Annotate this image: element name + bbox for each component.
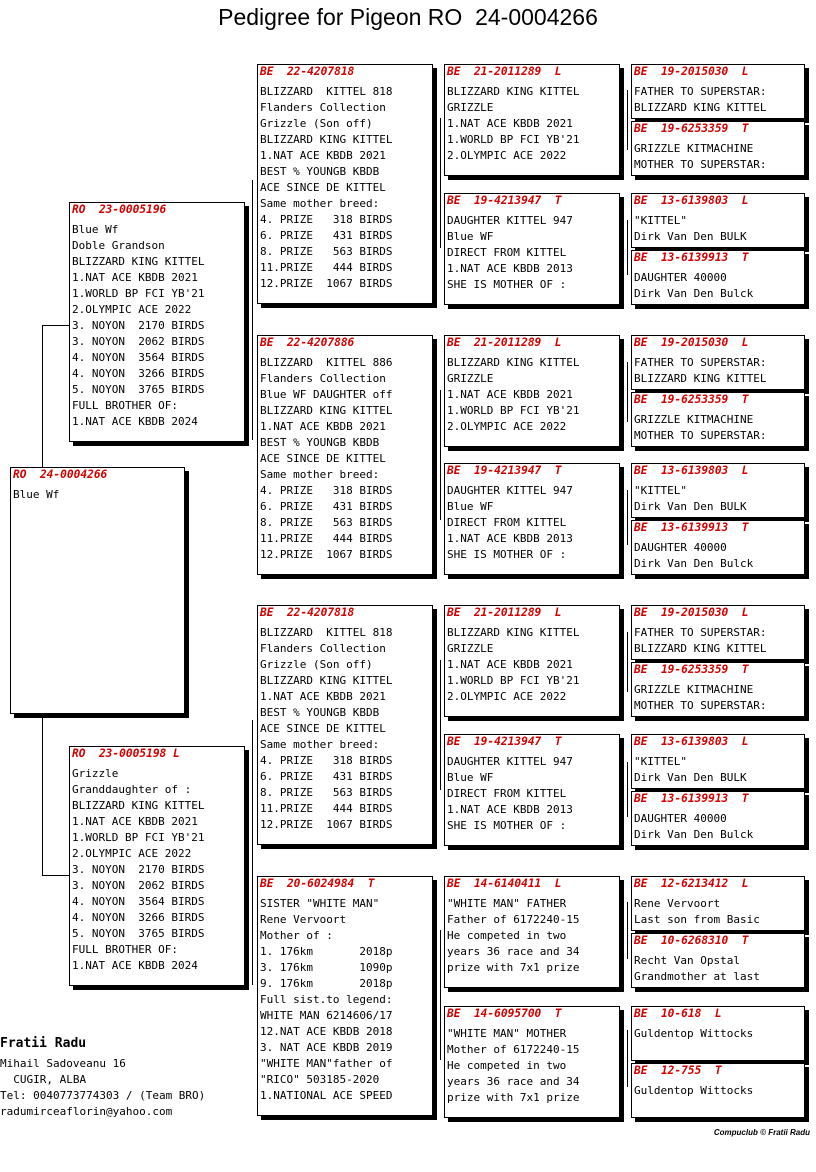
pedigree-line: DAUGHTER 40000 <box>634 812 727 825</box>
great-grandparent-card <box>444 876 620 988</box>
pedigree-line: BLIZZARD KITTEL 886 <box>260 356 393 369</box>
pedigree-line: 1.NAT ACE KBDB 2021 <box>447 388 573 401</box>
connector-line <box>42 325 70 326</box>
great-grandparent-card <box>444 335 620 447</box>
pedigree-line: 3. NOYON 2170 BIRDS <box>72 863 205 876</box>
pedigree-line: 1.NAT ACE KBDB 2021 <box>260 690 386 703</box>
pedigree-line: SHE IS MOTHER OF : <box>447 278 567 291</box>
ring-number: BE 14-6095700 T <box>447 1007 562 1020</box>
pedigree-line: prize with 7x1 prize <box>447 1091 580 1104</box>
pedigree-line: He competed in two <box>447 929 567 942</box>
pedigree-line: GRIZZLE KITMACHINE <box>634 413 754 426</box>
pedigree-line: 1.NAT ACE KBDB 2024 <box>72 415 198 428</box>
ring-number: BE 20-6024984 T <box>260 877 375 890</box>
pedigree-line: 1. 176km 2018p <box>260 945 393 958</box>
connector-line <box>42 325 43 470</box>
pedigree-line: 4. NOYON 3266 BIRDS <box>72 911 205 924</box>
pedigree-line: "KITTEL" <box>634 755 687 768</box>
pedigree-line: Mother of 6172240-15 <box>447 1043 580 1056</box>
pedigree-line: FULL BROTHER OF: <box>72 943 178 956</box>
pedigree-line: MOTHER TO SUPERSTAR: <box>634 429 767 442</box>
pedigree-line: Blue WF <box>447 230 494 243</box>
breeder-contact <box>0 1036 205 1120</box>
ring-number: BE 13-6139803 L <box>634 464 749 477</box>
pedigree-line: ACE SINCE DE KITTEL <box>260 722 386 735</box>
subject-line: Blue Wf <box>13 488 60 501</box>
connector-line <box>440 118 441 248</box>
ggg-card <box>631 463 805 518</box>
pedigree-line: Dirk Van Den BULK <box>634 500 747 513</box>
pedigree-line: 11.PRIZE 444 BIRDS <box>260 532 393 545</box>
pedigree-line: Same mother breed: <box>260 197 380 210</box>
connector-line <box>627 1030 628 1087</box>
subject-card <box>10 467 185 714</box>
ring-number: BE 13-6139803 L <box>634 194 749 207</box>
ggg-card <box>631 250 805 305</box>
connector-line <box>440 660 441 790</box>
pedigree-line: 1.NATIONAL ACE SPEED <box>260 1089 393 1102</box>
pedigree-line: 1.WORLD BP FCI YB'21 <box>447 133 580 146</box>
pedigree-line: GRIZZLE <box>447 372 494 385</box>
pedigree-line: 1.WORLD BP FCI YB'21 <box>447 404 580 417</box>
pedigree-line: ACE SINCE DE KITTEL <box>260 452 386 465</box>
pedigree-line: Doble Grandson <box>72 239 165 252</box>
pedigree-line: years 36 race and 34 <box>447 1075 580 1088</box>
page-title: Pedigree for Pigeon RO 24-0004266 <box>218 4 598 30</box>
pedigree-line: 1.NAT ACE KBDB 2021 <box>447 658 573 671</box>
pedigree-line: FATHER TO SUPERSTAR: <box>634 85 767 98</box>
pedigree-line: BLIZZARD KING KITTEL <box>260 133 393 146</box>
ring-number: BE 13-6139913 T <box>634 521 749 534</box>
ring-number: RO 23-0005198 L <box>72 747 180 760</box>
pedigree-line: SHE IS MOTHER OF : <box>447 819 567 832</box>
ring-number: BE 14-6140411 L <box>447 877 562 890</box>
pedigree-line: Grandmother at last <box>634 970 760 983</box>
pedigree-line: "WHITE MAN" MOTHER <box>447 1027 567 1040</box>
pedigree-line: 4. NOYON 3564 BIRDS <box>72 895 205 908</box>
ring-number: BE 19-6253359 T <box>634 663 749 676</box>
pedigree-line: Same mother breed: <box>260 468 380 481</box>
great-grandparent-card <box>444 605 620 717</box>
sire-card <box>69 202 245 442</box>
pedigree-line: Dirk Van Den Bulck <box>634 557 754 570</box>
ring-number: BE 13-6139913 T <box>634 792 749 805</box>
breeder-name: Fratii Radu <box>0 1036 87 1051</box>
ring-number: BE 10-6268310 T <box>634 934 749 947</box>
connector-line <box>627 220 628 275</box>
ggg-card <box>631 876 805 931</box>
ggg-card <box>631 1063 805 1118</box>
pedigree-line: BLIZZARD KING KITTEL <box>447 356 580 369</box>
great-grandparent-card <box>444 64 620 176</box>
pedigree-line: Father of 6172240-15 <box>447 913 580 926</box>
pedigree-line: 8. PRIZE 563 BIRDS <box>260 516 393 529</box>
pedigree-line: 6. PRIZE 431 BIRDS <box>260 500 393 513</box>
pedigree-line: DAUGHTER KITTEL 947 <box>447 214 573 227</box>
pedigree-line: 8. PRIZE 563 BIRDS <box>260 786 393 799</box>
pedigree-line: 3. NAT ACE KBDB 2019 <box>260 1041 393 1054</box>
pedigree-line: DIRECT FROM KITTEL <box>447 787 567 800</box>
great-grandparent-card <box>444 463 620 575</box>
address-line: CUGIR, ALBA <box>0 1073 87 1086</box>
ring-number: BE 19-4213947 T <box>447 735 562 748</box>
pedigree-line: prize with 7x1 prize <box>447 961 580 974</box>
pedigree-line: Blue WF <box>447 500 494 513</box>
pedigree-line: BLIZZARD KING KITTEL <box>260 404 393 417</box>
connector-line <box>42 713 43 875</box>
ggg-card <box>631 791 805 846</box>
pedigree-line: 2.OLYMPIC ACE 2022 <box>72 847 192 860</box>
pedigree-line: 9. 176km 2018p <box>260 977 393 990</box>
pedigree-line: 1.NAT ACE KBDB 2024 <box>72 959 198 972</box>
pedigree-line: 11.PRIZE 444 BIRDS <box>260 261 393 274</box>
ring-number: BE 19-2015030 L <box>634 65 749 78</box>
pedigree-line: BLIZZARD KING KITTEL <box>72 799 205 812</box>
ggg-card <box>631 933 805 988</box>
email-address: radumirceaflorin@yahoo.com <box>0 1105 173 1118</box>
ring-number: BE 22-4207818 <box>260 606 355 619</box>
ring-number: BE 12-6213412 L <box>634 877 749 890</box>
pedigree-line: "KITTEL" <box>634 484 687 497</box>
ring-number: BE 22-4207818 <box>260 65 355 78</box>
pedigree-line: Dirk Van Den Bulck <box>634 287 754 300</box>
pedigree-line: Granddaughter of : <box>72 783 192 796</box>
ring-number: BE 21-2011289 L <box>447 606 562 619</box>
great-grandparent-card <box>444 193 620 305</box>
pedigree-line: 1.NAT ACE KBDB 2021 <box>260 149 386 162</box>
ring-number: BE 19-2015030 L <box>634 606 749 619</box>
pedigree-line: BLIZZARD KING KITTEL <box>634 642 767 655</box>
pedigree-line: BLIZZARD KING KITTEL <box>72 255 205 268</box>
pedigree-line: 4. PRIZE 318 BIRDS <box>260 484 393 497</box>
pedigree-line: "KITTEL" <box>634 214 687 227</box>
connector-line <box>627 90 628 150</box>
pedigree-line: Grizzle (Son off) <box>260 658 373 671</box>
pedigree-line: BLIZZARD KING KITTEL <box>447 626 580 639</box>
pedigree-line: 3. NOYON 2062 BIRDS <box>72 879 205 892</box>
pedigree-line: 6. PRIZE 431 BIRDS <box>260 229 393 242</box>
pedigree-line: Last son from Basic <box>634 913 760 926</box>
ggg-card <box>631 392 805 447</box>
pedigree-line: Full sist.to legend: <box>260 993 393 1006</box>
pedigree-line: 12.PRIZE 1067 BIRDS <box>260 818 393 831</box>
connector-line <box>42 875 70 876</box>
ring-number: BE 10-618 L <box>634 1007 722 1020</box>
pedigree-line: 11.PRIZE 444 BIRDS <box>260 802 393 815</box>
pedigree-line: Blue WF <box>447 771 494 784</box>
pedigree-line: 1.NAT ACE KBDB 2013 <box>447 262 573 275</box>
ring-number: BE 21-2011289 L <box>447 65 562 78</box>
ring-number: BE 13-6139913 T <box>634 251 749 264</box>
pedigree-line: 1.NAT ACE KBDB 2013 <box>447 803 573 816</box>
pedigree-line: 1.NAT ACE KBDB 2021 <box>72 271 198 284</box>
pedigree-line: DAUGHTER KITTEL 947 <box>447 755 573 768</box>
pedigree-line: DAUGHTER 40000 <box>634 271 727 284</box>
ring-number: BE 19-6253359 T <box>634 393 749 406</box>
grandparent-card <box>257 335 433 575</box>
pedigree-line: FULL BROTHER OF: <box>72 399 178 412</box>
pedigree-line: Dirk Van Den Bulck <box>634 828 754 841</box>
pedigree-line: BLIZZARD KING KITTEL <box>634 101 767 114</box>
pedigree-line: SHE IS MOTHER OF : <box>447 548 567 561</box>
address-line: Mihail Sadoveanu 16 <box>0 1057 126 1070</box>
connector-line <box>627 902 628 959</box>
pedigree-line: 1.NAT ACE KBDB 2021 <box>72 815 198 828</box>
pedigree-line: BLIZZARD KITTEL 818 <box>260 626 393 639</box>
ggg-card <box>631 605 805 660</box>
pedigree-line: DIRECT FROM KITTEL <box>447 516 567 529</box>
pedigree-line: 4. PRIZE 318 BIRDS <box>260 754 393 767</box>
connector-line <box>252 180 253 440</box>
connector-line <box>627 490 628 545</box>
pedigree-line: 12.PRIZE 1067 BIRDS <box>260 277 393 290</box>
pedigree-line: 1.NAT ACE KBDB 2021 <box>260 420 386 433</box>
pedigree-line: GRIZZLE KITMACHINE <box>634 142 754 155</box>
pedigree-line: Flanders Collection <box>260 642 386 655</box>
pedigree-line: Guldentop Wittocks <box>634 1084 754 1097</box>
pedigree-line: Blue WF DAUGHTER off <box>260 388 393 401</box>
ring-number: BE 19-4213947 T <box>447 464 562 477</box>
great-grandparent-card <box>444 734 620 846</box>
pedigree-line: DAUGHTER KITTEL 947 <box>447 484 573 497</box>
dam-card <box>69 746 245 986</box>
pedigree-line: 2.OLYMPIC ACE 2022 <box>447 420 567 433</box>
phone-number: Tel: 0040773774303 / (Team BRO) <box>0 1089 206 1102</box>
pedigree-line: 5. NOYON 3765 BIRDS <box>72 927 205 940</box>
connector-line <box>252 720 253 985</box>
pedigree-line: 12.NAT ACE KBDB 2018 <box>260 1025 393 1038</box>
pedigree-line: Guldentop Wittocks <box>634 1027 754 1040</box>
ring-number: BE 22-4207886 <box>260 336 355 349</box>
pedigree-line: 4. PRIZE 318 BIRDS <box>260 213 393 226</box>
pedigree-line: Same mother breed: <box>260 738 380 751</box>
ring-number: BE 19-6253359 T <box>634 122 749 135</box>
pedigree-line: "RICO" 503185-2020 <box>260 1073 380 1086</box>
pedigree-line: BLIZZARD KING KITTEL <box>447 85 580 98</box>
pedigree-line: 5. NOYON 3765 BIRDS <box>72 383 205 396</box>
ggg-card <box>631 520 805 575</box>
pedigree-line: 8. PRIZE 563 BIRDS <box>260 245 393 258</box>
ggg-card <box>631 193 805 248</box>
grandparent-card <box>257 605 433 845</box>
pedigree-line: Recht Van Opstal <box>634 954 740 967</box>
pedigree-line: BLIZZARD KITTEL 818 <box>260 85 393 98</box>
connector-line <box>627 762 628 817</box>
pedigree-line: ACE SINCE DE KITTEL <box>260 181 386 194</box>
ggg-card <box>631 121 805 176</box>
pedigree-line: BLIZZARD KING KITTEL <box>634 372 767 385</box>
ring-number: RO 24-0004266 <box>13 468 108 481</box>
pedigree-line: FATHER TO SUPERSTAR: <box>634 626 767 639</box>
connector-line <box>627 362 628 422</box>
ring-number: RO 23-0005196 <box>72 203 167 216</box>
pedigree-line: BEST % YOUNGB KBDB <box>260 165 380 178</box>
ring-number: BE 19-2015030 L <box>634 336 749 349</box>
pedigree-line: Blue Wf <box>72 223 119 236</box>
pedigree-line: 3. NOYON 2062 BIRDS <box>72 335 205 348</box>
pedigree-line: Mother of : <box>260 929 333 942</box>
pedigree-line: 1.WORLD BP FCI YB'21 <box>72 287 205 300</box>
credit-text: Compuclub © Fratii Radu <box>713 1128 810 1137</box>
pedigree-line: BLIZZARD KING KITTEL <box>260 674 393 687</box>
grandparent-card <box>257 64 433 304</box>
pedigree-line: MOTHER TO SUPERSTAR: <box>634 699 767 712</box>
pedigree-line: 2.OLYMPIC ACE 2022 <box>447 149 567 162</box>
pedigree-line: DIRECT FROM KITTEL <box>447 246 567 259</box>
pedigree-line: Rene Vervoort <box>260 913 347 926</box>
pedigree-line: 2.OLYMPIC ACE 2022 <box>447 690 567 703</box>
ring-number: BE 21-2011289 L <box>447 336 562 349</box>
pedigree-line: SISTER "WHITE MAN" <box>260 897 380 910</box>
pedigree-line: WHITE MAN 6214606/17 <box>260 1009 393 1022</box>
ggg-card <box>631 64 805 119</box>
pedigree-line: Flanders Collection <box>260 372 386 385</box>
pedigree-line: FATHER TO SUPERSTAR: <box>634 356 767 369</box>
pedigree-line: "WHITE MAN"father of <box>260 1057 393 1070</box>
pedigree-line: Grizzle (Son off) <box>260 117 373 130</box>
ggg-card <box>631 335 805 390</box>
pedigree-line: Flanders Collection <box>260 101 386 114</box>
connector-line <box>440 390 441 520</box>
ggg-card <box>631 1006 805 1061</box>
pedigree-line: 6. PRIZE 431 BIRDS <box>260 770 393 783</box>
pedigree-line: BEST % YOUNGB KBDB <box>260 436 380 449</box>
connector-line <box>440 930 441 1060</box>
pedigree-line: MOTHER TO SUPERSTAR: <box>634 158 767 171</box>
pedigree-line: He competed in two <box>447 1059 567 1072</box>
pedigree-line: 12.PRIZE 1067 BIRDS <box>260 548 393 561</box>
pedigree-line: 1.WORLD BP FCI YB'21 <box>72 831 205 844</box>
pedigree-line: 4. NOYON 3564 BIRDS <box>72 351 205 364</box>
ggg-card <box>631 662 805 717</box>
pedigree-line: BEST % YOUNGB KBDB <box>260 706 380 719</box>
great-grandparent-card <box>444 1006 620 1118</box>
grandparent-card <box>257 876 433 1116</box>
pedigree-line: GRIZZLE KITMACHINE <box>634 683 754 696</box>
pedigree-line: 1.NAT ACE KBDB 2013 <box>447 532 573 545</box>
pedigree-line: 1.NAT ACE KBDB 2021 <box>447 117 573 130</box>
ring-number: BE 19-4213947 T <box>447 194 562 207</box>
pedigree-line: Grizzle <box>72 767 119 780</box>
ring-number: BE 12-755 T <box>634 1064 722 1077</box>
pedigree-line: Dirk Van Den BULK <box>634 230 747 243</box>
ggg-card <box>631 734 805 789</box>
pedigree-line: 3. NOYON 2170 BIRDS <box>72 319 205 332</box>
pedigree-line: 3. 176km 1090p <box>260 961 393 974</box>
pedigree-line: GRIZZLE <box>447 642 494 655</box>
pedigree-line: "WHITE MAN" FATHER <box>447 897 567 910</box>
pedigree-line: Rene Vervoort <box>634 897 721 910</box>
pedigree-line: 4. NOYON 3266 BIRDS <box>72 367 205 380</box>
pedigree-line: 1.WORLD BP FCI YB'21 <box>447 674 580 687</box>
pedigree-line: years 36 race and 34 <box>447 945 580 958</box>
pedigree-line: 2.OLYMPIC ACE 2022 <box>72 303 192 316</box>
ring-number: BE 13-6139803 L <box>634 735 749 748</box>
pedigree-line: Dirk Van Den BULK <box>634 771 747 784</box>
pedigree-line: GRIZZLE <box>447 101 494 114</box>
connector-line <box>627 632 628 692</box>
pedigree-line: DAUGHTER 40000 <box>634 541 727 554</box>
